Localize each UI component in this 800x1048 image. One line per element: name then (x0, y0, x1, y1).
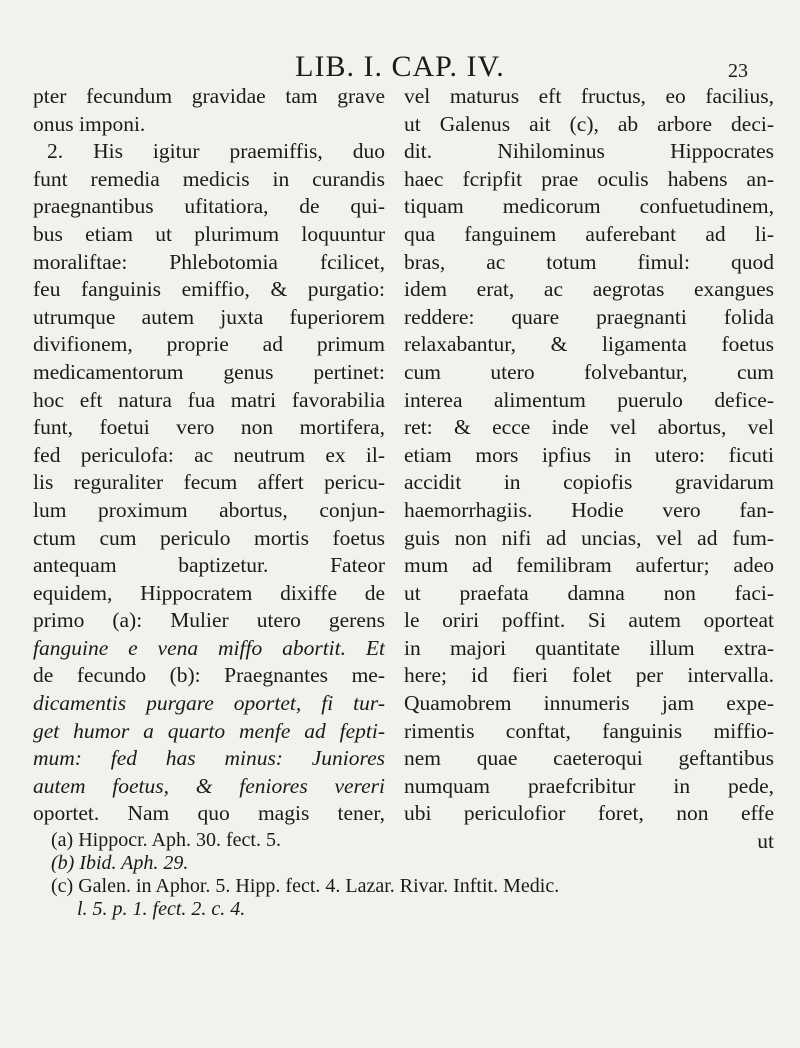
text-line: guis non nifi ad uncias, vel ad fum- (404, 525, 774, 550)
text-line: in majori quantitate illum extra- (404, 635, 774, 660)
footnotes (51, 829, 771, 921)
text-line: lum proximum abortus, conjun- (33, 497, 385, 522)
footnote-a: (a) Hippocr. Aph. 30. fect. 5. (51, 829, 281, 851)
text-line: ret: & ecce inde vel abortus, vel (404, 415, 774, 440)
text-line: Quamobrem innumeris jam expe- (404, 691, 774, 716)
text-line: rimentis conftat, fanguinis miffio- (404, 718, 774, 743)
text-line: pter fecundum gravidae tam grave (33, 84, 385, 108)
text-line: ctum cum periculo mortis foetus (33, 525, 385, 550)
text-line: dit. Nihilominus Hippocrates (404, 139, 774, 164)
text-line: relaxabantur, & ligamenta foetus (404, 332, 774, 357)
text-line: reddere: quare praegnanti folida (404, 304, 774, 329)
text-line: primo (a): Mulier utero gerens (33, 608, 385, 633)
footnote-c: (c) Galen. in Aphor. 5. Hipp. fect. 4. Lazar. Rivar. Inftit. Medic. (51, 875, 560, 897)
text-line: ubi periculofior foret, non effe (404, 801, 774, 826)
text-line: mum ad femilibram aufertur; adeo (404, 553, 774, 578)
text-line: bus etiam ut plurimum loquuntur (33, 221, 385, 246)
text-line: fanguine e vena miffo abortit. Et (33, 635, 385, 660)
text-line: get humor a quarto menfe ad fepti- (33, 718, 385, 743)
text-line: oportet. Nam quo magis tener, (33, 801, 385, 826)
text-line: qua fanguinem auferebant ad li- (404, 221, 774, 246)
running-title: LIB. I. CAP. IV. (295, 50, 505, 83)
text-line: numquam praefcribitur in pede, (404, 773, 774, 798)
text-line: lis reguraliter fecum affert pericu- (33, 470, 385, 495)
text-line: divifionem, proprie ad primum (33, 332, 385, 357)
text-line: onus imponi. (33, 111, 146, 136)
text-line: moraliftae: Phlebotomia fcilicet, (33, 249, 385, 274)
text-line: tiquam medicorum confuetudinem, (404, 194, 774, 219)
text-line: antequam baptizetur. Fateor (33, 553, 385, 578)
text-line: haec fcripfit prae oculis habens an- (404, 166, 774, 191)
left-column (33, 83, 385, 828)
text-line: utrumque autem juxta fuperiorem (33, 304, 385, 329)
text-line: funt, foetui vero non mortifera, (33, 415, 385, 440)
text-line: le oriri poffint. Si autem oporteat (404, 608, 774, 633)
text-line: praegnantibus ufitatiora, de qui- (33, 194, 385, 219)
text-line: funt remedia medicis in curandis (33, 166, 385, 191)
text-line: autem foetus, & feniores vereri (33, 773, 385, 798)
text-line: ut Galenus ait (c), ab arbore deci- (404, 111, 774, 136)
text-line: nem quae caeteroqui geftantibus (404, 746, 774, 771)
text-line: dicamentis purgare oportet, fi tur- (33, 691, 385, 716)
text-line: etiam mors ipfius in utero: ficuti (404, 442, 774, 467)
text-line: vel maturus eft fructus, eo facilius, (404, 84, 774, 108)
text-line: feu fanguinis emiffio, & purgatio: (33, 277, 385, 302)
footnote-c-continued: l. 5. p. 1. fect. 2. c. 4. (77, 898, 246, 920)
text-line: cum utero folvebantur, cum (404, 359, 774, 384)
text-line: hoc eft natura fua matri favorabilia (33, 387, 385, 412)
text-line: interea alimentum puerulo defice- (404, 387, 774, 412)
page-number: 23 (728, 60, 748, 82)
text-line: ut praefata damna non faci- (404, 580, 774, 605)
text-line: ut (757, 829, 774, 854)
footnote-b: (b) Ibid. Aph. 29. (51, 852, 189, 874)
text-line: bras, ac totum fimul: quod (404, 249, 774, 274)
text-line: here; id fieri folet per intervalla. (404, 663, 774, 688)
text-line: fed periculofa: ac neutrum ex il- (33, 442, 385, 467)
text-line: de fecundo (b): Praegnantes me- (33, 663, 385, 688)
text-line: medicamentorum genus pertinet: (33, 359, 385, 384)
text-line: 2. His igitur praemiffis, duo (47, 139, 385, 164)
text-line: mum: fed has minus: Juniores (33, 746, 385, 771)
right-column (404, 83, 774, 856)
text-line: haemorrhagiis. Hodie vero fan- (404, 497, 774, 522)
text-line: idem erat, ac aegrotas exangues (404, 277, 774, 302)
text-line: equidem, Hippocratem dixiffe de (33, 580, 385, 605)
text-line: accidit in copiofis gravidarum (404, 470, 774, 495)
